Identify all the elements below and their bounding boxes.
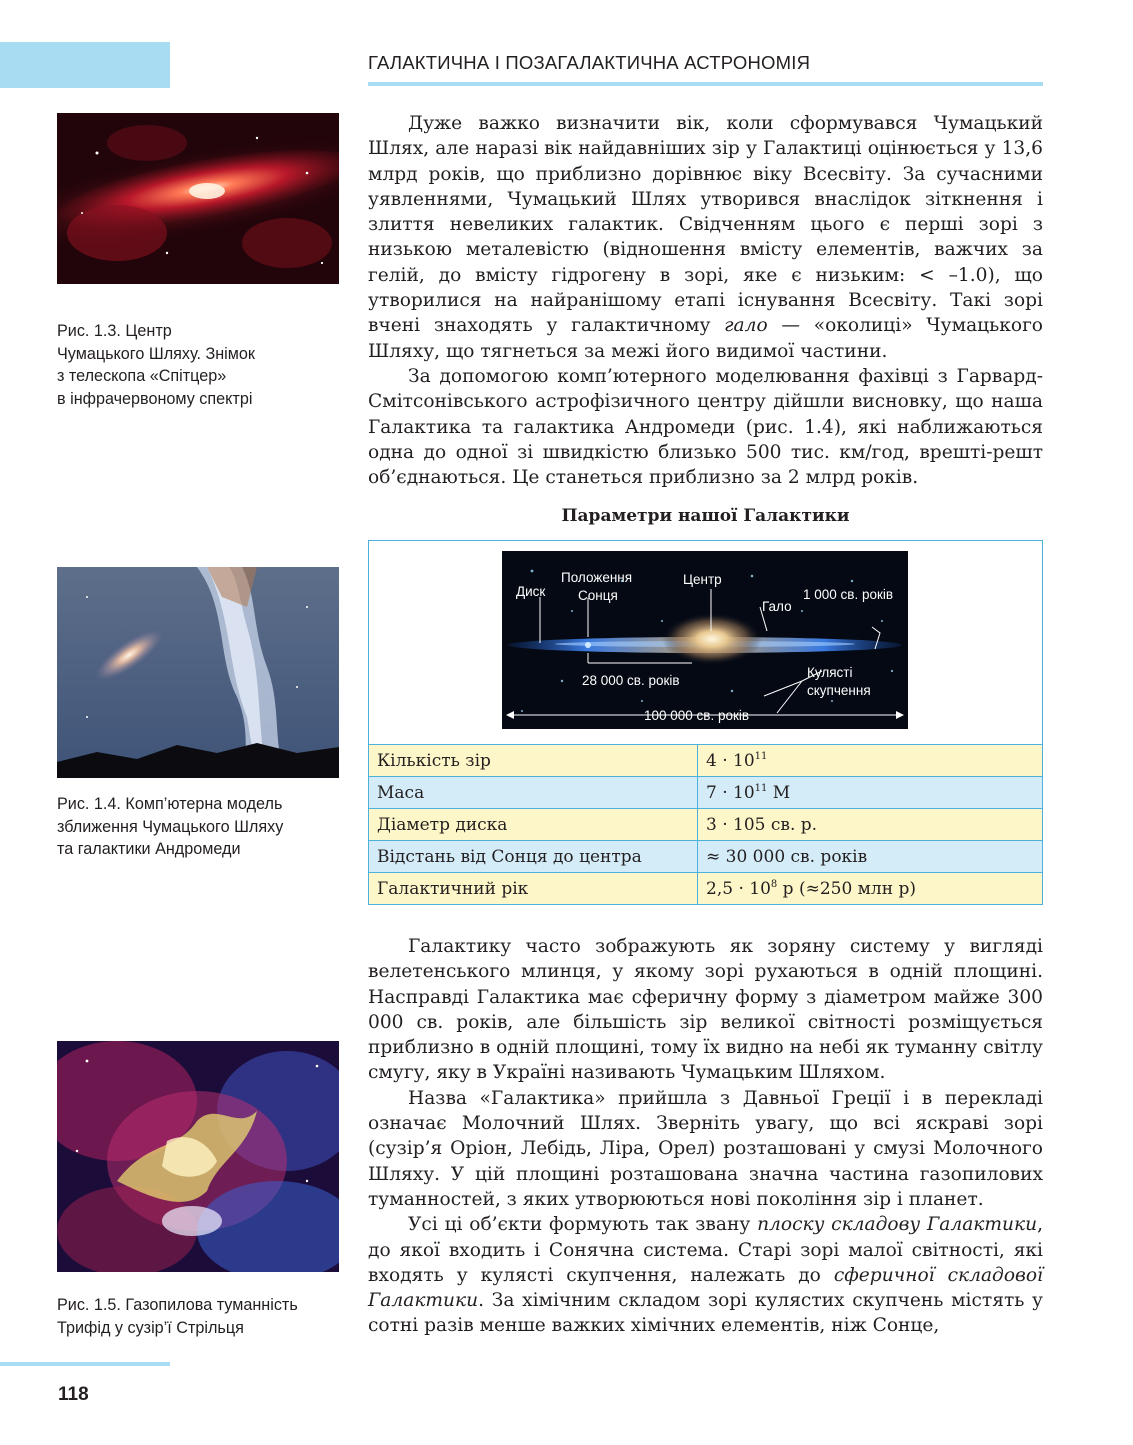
figure-andromeda-collision-photo: [57, 567, 339, 778]
figure-1-4-caption: [57, 793, 283, 861]
label-sun-position-line1: Положення: [561, 570, 633, 585]
caption-line: зближення Чумацького Шляху: [57, 817, 284, 836]
paragraph-age-of-galaxy: [368, 111, 1043, 364]
label-sun-position-line2: Сонця: [578, 588, 618, 603]
figure-trifid-nebula-photo: [57, 1041, 339, 1272]
caption-line: в інфрачервоному спектрі: [57, 389, 253, 408]
value-base: ≈ 30 000 св. років: [706, 846, 868, 867]
body-text-lower: [368, 934, 1043, 1339]
param-name: Відстань від Сонця до центра: [369, 841, 698, 873]
table-title: Параметри нашої Галактики: [561, 506, 850, 526]
paragraph-andromeda-merger: За допомогою комп’ютерного моделювання фахівці з Гарвард-Смітсонівського астрофізичного центру дійшли висновку, що наша Галактика та галактика Андромеди (рис. 1.4), які наближаються одна до одної зі швидкістю близько 500 тис. км/год, врешті-решт об’єднаються. Це станеться приблизно за 2 млрд років.: [368, 365, 1043, 489]
paragraph-galaxy-components: [368, 1212, 1043, 1338]
label-diameter: 100 000 св. років: [644, 708, 750, 723]
text-run: Дуже важко визначити вік, коли сформувався Чумацький Шлях, але наразі вік найдавніших зір у Галактиці оцінюється у 13,6 млрд років, що приблизно дорівнює віку Всесвіту. За сучасними уявленнями, Чумацький Шлях утворився внаслідок зіткнення і злиття невеликих галактик. Свідченням цього є перші зорі з низькою металевістю (відношення вмісту елементів, важчих за гелій, до вмісту гідрогену в зорі, яке є низьким: < –1.0), що утворилися на найранішому етапі існування Всесвіту. Такі зорі вчені знаходять у галактичному: [368, 113, 1043, 337]
caption-line: Рис. 1.3. Центр: [57, 322, 172, 340]
label-center: Центр: [683, 572, 722, 587]
figure-milky-way-center-photo: [57, 113, 339, 284]
top-color-tab: [0, 42, 170, 88]
param-value: [698, 745, 1043, 777]
andromeda-collision-image: [57, 567, 339, 778]
value-base: 2,5 · 10: [706, 878, 771, 899]
milky-way-center-image: [57, 113, 339, 284]
param-value: [698, 873, 1043, 905]
table-row: [369, 841, 1043, 873]
text-run: — «околиці» Чумацького Шляху, що тягнеться за межі його видимої частини.: [368, 315, 1044, 362]
label-disk: Диск: [516, 584, 546, 599]
caption-line: та галактики Андромеди: [57, 840, 241, 858]
label-thickness: 1 000 св. років: [803, 587, 894, 602]
label-clusters-line2: скупчення: [807, 683, 871, 698]
figure-1-5-caption: [57, 1294, 298, 1339]
term-flat-component: плоску складову Галактики: [757, 1214, 1038, 1236]
page-number: 118: [58, 1384, 89, 1405]
value-base: 7 · 10: [706, 782, 755, 803]
caption-line: Рис. 1.4. Комп’ютерна модель: [57, 795, 283, 813]
value-exponent: 11: [754, 782, 768, 794]
galaxy-structure-diagram: [502, 551, 908, 729]
text-run: . За хімічним складом зорі кулястих скупчень містять у сотні разів менше важких хімічних елементів, ніж Сонце,: [368, 1290, 1043, 1337]
label-sun-distance: 28 000 св. років: [582, 673, 680, 688]
value-base: 3 · 105 св. р.: [706, 814, 818, 835]
param-value: [698, 809, 1043, 841]
caption-line: з телескопа «Спітцер»: [57, 367, 227, 385]
table-row: [369, 745, 1043, 777]
value-exponent: 8: [770, 878, 778, 890]
paragraph-galaxy-shape: Галактику часто зображують як зоряну систему у вигляді велетенського млинця, у якому зорі рухаються в одній площині. Насправді Галактика має сферичну форму з діаметром майже 300 000 св. років, але більшість зір великої світності розміщується приблизно в одній площині, тому їх видно на небі як туманну світлу смугу, яку в Україні називають Чумацьким Шляхом.: [368, 936, 1043, 1084]
label-clusters-line1: Кулясті: [807, 665, 853, 680]
value-base: 4 · 10: [706, 750, 755, 771]
text-run: Усі ці об’єкти формують так звану: [408, 1214, 758, 1236]
caption-line: Трифід у сузір’ї Стрільця: [57, 1318, 244, 1337]
term-halo: гало: [724, 315, 768, 337]
header-rule: [368, 82, 1043, 86]
label-halo: Гало: [762, 599, 792, 614]
param-name: Маса: [369, 777, 698, 809]
table-row: [369, 777, 1043, 809]
paragraph-name-origin: Назва «Галактика» прийшла з Давньої Греції і в перекладі означає Молочний Шлях. Зверніть увагу, що всі яскраві зорі (сузір’я Оріон, Лебідь, Ліра, Орел) розташовані у смузі Молочного Шляху. У цій площині розташована значна частина газопилових туманностей, з яких утворюються нові покоління зір і планет.: [368, 1087, 1043, 1210]
figure-1-3-caption: [57, 320, 255, 410]
caption-line: Чумацького Шляху. Знімок: [57, 344, 255, 363]
footer-rule: [0, 1362, 170, 1366]
caption-line: Рис. 1.5. Газопилова туманність: [57, 1296, 298, 1314]
sun-position-marker: [585, 642, 591, 648]
table-row: [369, 809, 1043, 841]
term-spherical-component: сферичної складової Галактики: [368, 1264, 1043, 1312]
param-name: Кількість зір: [369, 745, 698, 777]
param-name: Галактичний рік: [369, 873, 698, 905]
trifid-nebula-image: [57, 1041, 339, 1272]
value-exponent: 11: [754, 750, 768, 762]
param-value: [698, 777, 1043, 809]
galaxy-parameters-table: [368, 744, 1043, 905]
param-value: [698, 841, 1043, 873]
text-run: , до якої входить і Сонячна система. Старі зорі малої світності, які входять у кулясті скупчення, належать до: [368, 1214, 1043, 1286]
body-text-upper: [368, 111, 1043, 490]
table-row: [369, 873, 1043, 905]
value-suffix: M: [767, 782, 791, 803]
running-head: ГАЛАКТИЧНА І ПОЗАГАЛАКТИЧНА АСТРОНОМІЯ: [368, 52, 811, 73]
param-name: Діаметр диска: [369, 809, 698, 841]
value-suffix: р (≈250 млн р): [777, 878, 916, 899]
